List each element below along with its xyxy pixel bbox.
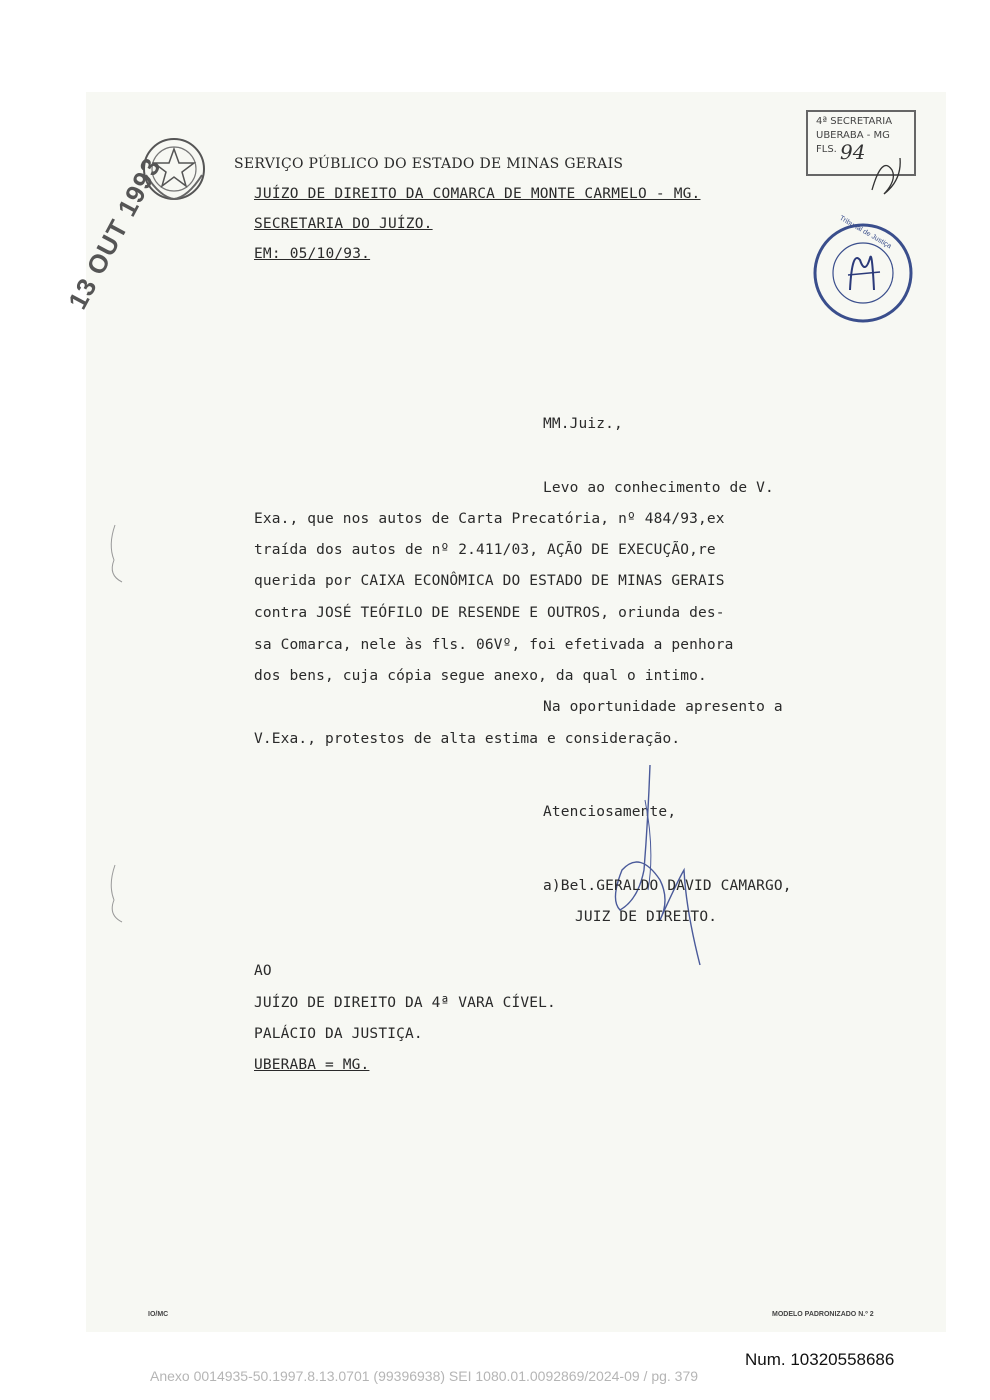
recipient-line: UBERABA = MG. [254, 1057, 370, 1073]
recipient-to: AO [254, 963, 272, 979]
body-line: traída dos autos de nº 2.411/03, AÇÃO DE EXECUÇÃO,re [254, 542, 716, 558]
footer-model: MODELO PADRONIZADO N.º 2 [772, 1311, 874, 1318]
body-line: contra JOSÉ TEÓFILO DE RESENDE E OUTROS, oriunda des- [254, 605, 725, 621]
signer-name: a)Bel.GERALDO DAVID CAMARGO, [543, 878, 792, 894]
closing: Atenciosamente, [543, 804, 677, 820]
seal-text: Tribunal de Justiça [838, 214, 893, 251]
stamp-line-1: 4ª SECRETARIA [816, 116, 893, 127]
body-line: Exa., que nos autos de Carta Precatória, nº 484/93,ex [254, 511, 725, 527]
footer-code: IO/MC [148, 1311, 169, 1318]
stamp-line-3: FLS. [816, 144, 837, 155]
signer-title: JUIZ DE DIREITO. [575, 909, 718, 925]
body-line: Na oportunidade apresento a [543, 699, 783, 715]
margin-mark-icon [100, 860, 140, 930]
stamp-initials-icon [862, 150, 912, 202]
body-line: sa Comarca, nele às fls. 06Vº, foi efetivada a penhora [254, 637, 734, 653]
signature-icon [600, 760, 720, 970]
salutation: MM.Juiz., [543, 416, 623, 432]
recipient-line: JUÍZO DE DIREITO DA 4ª VARA CÍVEL. [254, 995, 556, 1011]
margin-mark-icon [100, 520, 140, 590]
body-line: V.Exa., protestos de alta estima e consideração. [254, 731, 681, 747]
court-heading: JUÍZO DE DIREITO DA COMARCA DE MONTE CARMELO - MG. [254, 186, 701, 202]
body-line: querida por CAIXA ECONÔMICA DO ESTADO DE MINAS GERAIS [254, 573, 725, 589]
body-line: dos bens, cuja cópia segue anexo, da qual o intimo. [254, 668, 707, 684]
court-seal-icon [810, 220, 916, 326]
secretariat-heading: SECRETARIA DO JUÍZO. [254, 216, 433, 232]
stamp-page-number: 94 [840, 140, 866, 164]
service-title: SERVIÇO PÚBLICO DO ESTADO DE MINAS GERAIS [234, 156, 624, 172]
document-number: Num. 10320558686 [745, 1350, 895, 1369]
annex-reference: Anexo 0014935-50.1997.8.13.0701 (99396938) SEI 1080.01.0092869/2024-09 / pg. 379 [150, 1368, 699, 1384]
recipient-line: PALÁCIO DA JUSTIÇA. [254, 1026, 423, 1042]
received-date-stamp: 13 OUT 1993 [62, 152, 167, 315]
stamp-line-2: UBERABA - MG [816, 130, 890, 141]
body-line: Levo ao conhecimento de V. [543, 480, 774, 496]
document-date: EM: 05/10/93. [254, 246, 371, 262]
